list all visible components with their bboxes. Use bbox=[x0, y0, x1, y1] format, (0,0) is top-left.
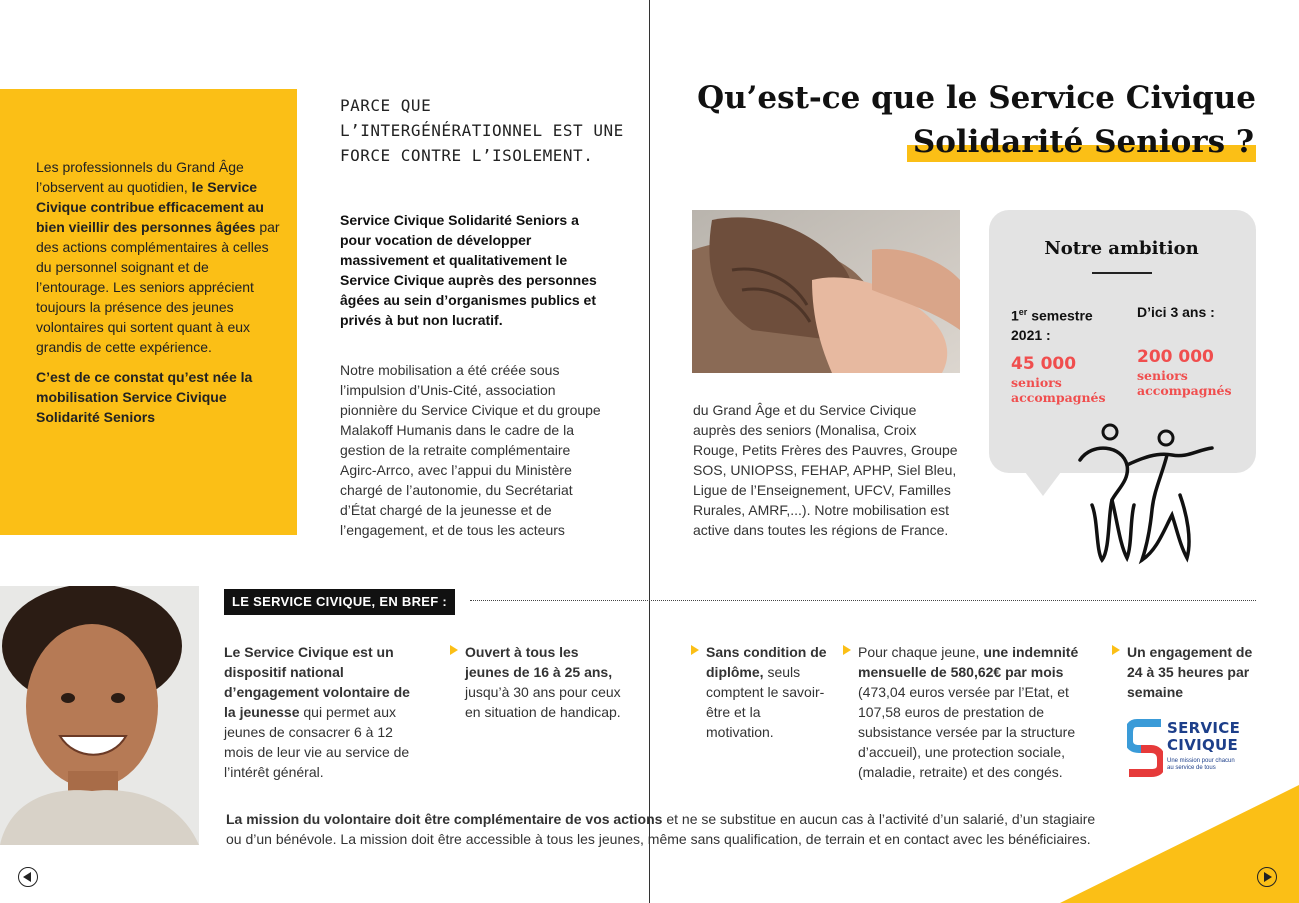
hands-illustration bbox=[692, 210, 960, 373]
brief-divider bbox=[470, 600, 1256, 601]
page-fold-line bbox=[649, 0, 650, 903]
yellow-panel-text bbox=[36, 157, 281, 437]
brief-col-4: Pour chaque jeune, une indemnité mensuelle de 580,62€ par mois (473,04 euros versée par l’Etat, et 107,58 euros de prestation de subsistance versée par la structure d’accueil), une protection sociale, (maladie, retraite) et des congés. bbox=[858, 642, 1108, 782]
people-doodle-icon bbox=[1072, 420, 1222, 570]
bubble-tail bbox=[1025, 472, 1061, 496]
service-civique-logo-icon bbox=[1127, 719, 1163, 777]
ambition-col-1 bbox=[1011, 303, 1126, 405]
page-title-line-2-wrap bbox=[690, 122, 1256, 162]
bullet-arrow-icon bbox=[843, 645, 851, 655]
ambition-col-2-sub: seniors accompagnés bbox=[1137, 368, 1232, 398]
page-title-line-2: Solidarité Seniors ? bbox=[907, 122, 1256, 162]
ambition-col-1-sub: seniors accompagnés bbox=[1011, 374, 1106, 405]
mission-text: La mission du volontaire doit être complémentaire de vos actions et ne se substitue en aucun cas à l’activité d’un salarié, d’un stagiaire ou d’un bénévole. La mission doit être accessible à tous les jeunes, même sans qualification, de terrain et en contact avec les bénéficiaires. bbox=[226, 811, 1096, 847]
left-paragraph-1: Les professionnels du Grand Âge l’observent au quotidien, le Service Civique contribue efficacement au bien vieillir des personnes âgées par des actions complémentaires à celles du personnel soignant et de l’entourage. Les seniors apprécient toujours la présence des jeunes volontaires qui sortent quant à eux grandis de cette expérience. bbox=[36, 159, 280, 355]
bullet-arrow-icon bbox=[691, 645, 699, 655]
brief-col-3: Sans condition de diplôme, seuls comptent le savoir-être et la motivation. bbox=[706, 642, 831, 742]
ambition-col-1-label: 1er semestre 2021 : bbox=[1011, 307, 1093, 343]
brief-col-1: Le Service Civique est un dispositif national d’engagement volontaire de la jeunesse qui permet aux jeunes de consacrer 6 à 12 mois de leur vie au service de l’intérêt général. bbox=[224, 644, 410, 780]
bullet-arrow-icon bbox=[450, 645, 458, 655]
brief-label: LE SERVICE CIVIQUE, EN BREF : bbox=[224, 589, 455, 615]
service-civique-tagline: Une mission pour chacun au service de tous bbox=[1167, 758, 1235, 771]
previous-page-button[interactable] bbox=[18, 867, 38, 887]
hands-photo bbox=[692, 210, 960, 373]
mobilisation-text: Notre mobilisation a été créée sous l’impulsion d’Unis-Cité, association pionnière du Service Civique et du groupe Malakoff Humanis dans le cadre de la gestion de la retraite complémentaire Agirc-Arrco, avec l’appui du Ministère chargé de l’autonomie, du Secrétariat d’État chargé de la jeunesse et de l’engagement, et de tous les acteurs bbox=[340, 362, 601, 538]
service-civique-logo-text: SERVICE CIVIQUE bbox=[1167, 719, 1241, 754]
partners-text: du Grand Âge et du Service Civique auprès des seniors (Monalisa, Croix Rouge, Petits Frères des Pauvres, Groupe SOS, UNIOPSS, FEHAP, APHP, Siel Bleu, Ligue de l’Enseignement, UFCV, Familles Rurales, AMRF,...). Notre mobilisation est active dans toutes les régions de France. bbox=[693, 402, 958, 538]
ambition-col-1-number: 45 000 bbox=[1011, 353, 1077, 374]
ambition-col-2-number: 200 000 bbox=[1137, 347, 1214, 367]
page-title-line-1: Qu’est-ce que le Service Civique bbox=[697, 80, 1256, 116]
arrow-left-icon bbox=[23, 872, 31, 882]
left-paragraph-2: C’est de ce constat qu’est née la mobilisation Service Civique Solidarité Seniors bbox=[36, 369, 253, 425]
arrow-right-icon bbox=[1264, 872, 1272, 882]
ambition-underline bbox=[1092, 272, 1152, 274]
brief-col-2: Ouvert à tous les jeunes de 16 à 25 ans, jusqu’à 30 ans pour ceux en situation de handicap. bbox=[465, 642, 625, 722]
ambition-col-2-label: D’ici 3 ans : bbox=[1137, 304, 1215, 320]
ambition-col-2 bbox=[1137, 303, 1252, 398]
ambition-title: Notre ambition bbox=[1044, 238, 1199, 259]
young-man-illustration bbox=[0, 586, 199, 845]
bullet-arrow-icon bbox=[1112, 645, 1120, 655]
next-page-button[interactable] bbox=[1257, 867, 1277, 887]
brief-col-5: Un engagement de 24 à 35 heures par semaine bbox=[1127, 642, 1257, 702]
young-man-photo bbox=[0, 586, 199, 845]
intro-bold-text: Service Civique Solidarité Seniors a pour vocation de développer massivement et qualitativement le Service Civique auprès des personnes âgées au sein d’organismes publics et privés à but non lucratif. bbox=[340, 212, 597, 328]
handwritten-quote: PARCE QUE L’INTERGÉNÉRATIONNEL EST UNE FORCE CONTRE L’ISOLEMENT. bbox=[340, 96, 624, 165]
